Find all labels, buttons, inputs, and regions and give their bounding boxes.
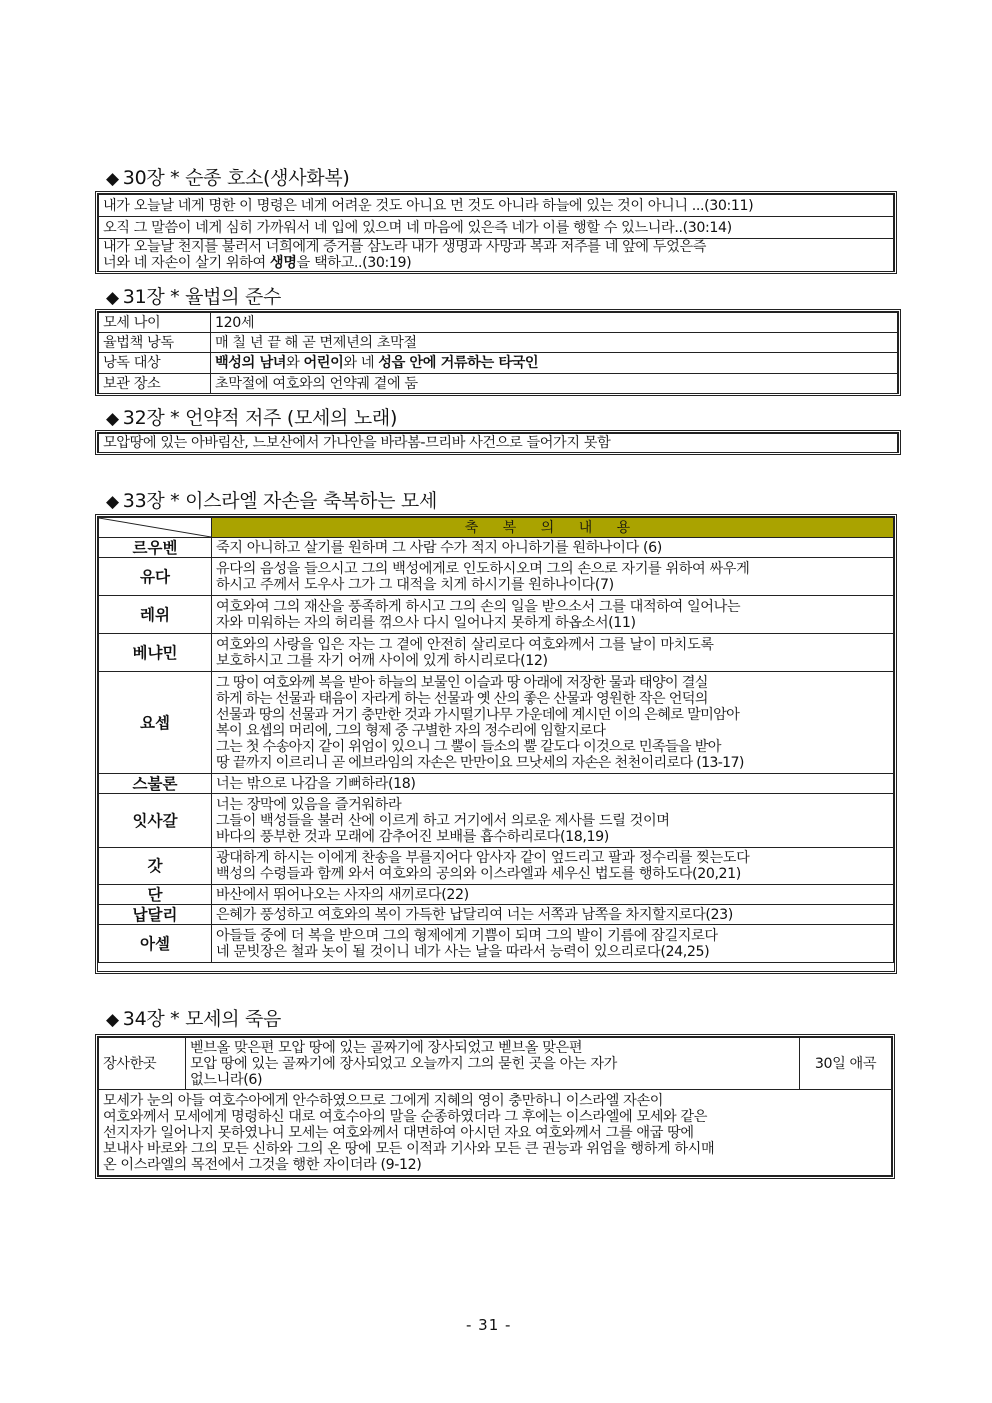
- diamond-bullet-icon: ◆: [106, 409, 119, 429]
- summary-line: 보내사 바로와 그의 모든 신하와 그의 온 땅에 모든 이적과 기사와 모든 큰 권능과 위엄을 행하게 하시매: [103, 1140, 715, 1157]
- summary-line: 모세가 눈의 아들 여호수아에게 안수하였으므로 그에게 지혜의 영이 충만하니 이스라엘 자손이: [103, 1092, 664, 1109]
- summary-line: 여호와께서 모세에게 명령하신 대로 여호수아의 말을 순종하였더라 그 후에는 이스라엘에 모세와 같은: [103, 1108, 708, 1125]
- tribe-name: 레위: [99, 596, 212, 634]
- blessing-line: 여호와의 사랑을 입은 자는 그 곁에 안전히 살리로다 여호와께서 그를 날이 마치도록: [216, 636, 714, 653]
- chapter-32-table: [95, 430, 901, 455]
- summary-line: 온 이스라엘의 목전에서 그것을 행한 자이더라 (9-12): [103, 1156, 422, 1173]
- chapter-32-heading: [106, 403, 397, 430]
- summary-line: 선지자가 일어나지 못하였나니 모세는 여호와께서 대면하여 아시던 자요 여호와께서 그를 애굽 땅에: [103, 1124, 694, 1141]
- label-law-reading: 율법책 낭독: [99, 333, 211, 353]
- blessing-line: 땅 끝까지 이르리니 곧 에브라임의 자손은 만만이요 므낫세의 자손은 천천이리로다 (13-17): [216, 754, 744, 771]
- blessing-line: 바다의 풍부한 것과 모래에 감추어진 보배를 흡수하리로다(18,19): [216, 828, 609, 845]
- blessing-line: 하시고 주께서 도우사 그가 그 대적을 치게 하시기를 원하나이다(7): [216, 576, 614, 593]
- blessing-line: 네 문빗장은 철과 놋이 될 것이니 네가 사는 날을 따라서 능력이 있으리로다(24,25): [216, 943, 710, 960]
- tribe-name: 납달리: [99, 905, 212, 925]
- burial-place-label: 장사한곳: [99, 1038, 186, 1090]
- blessing-line: 너는 밖으로 나감을 기뻐하라(18): [216, 775, 416, 792]
- tribe-blessing: [212, 558, 894, 596]
- tribe-blessing: [212, 672, 894, 774]
- blessing-line: 바산에서 뛰어나오는 사자의 새끼로다(22): [216, 886, 469, 903]
- blessing-line: 복이 요셉의 머리에, 그의 형제 중 구별한 자의 정수리에 임할지로다: [216, 722, 606, 739]
- chapter-34-heading: [106, 1004, 281, 1031]
- header-corner-cell: [99, 518, 212, 538]
- chapter-32-summary: 모압땅에 있는 아바림산, 느보산에서 가나안을 바라봄-므리바 사건으로 들어가지 못함: [99, 434, 898, 453]
- chapter-31-heading: [106, 282, 281, 309]
- chapter-31-title: 31장 * 율법의 준수: [122, 286, 282, 308]
- verse-30-19-text-b: 을 택하고..(30:19): [296, 255, 412, 271]
- blessing-content-header: 축 복 의 내 용: [212, 518, 894, 538]
- tribe-blessing: [212, 848, 894, 885]
- tribe-name: 베냐민: [99, 634, 212, 672]
- blessing-line: 하게 하는 선물과 태음이 자라게 하는 선물과 옛 산의 좋은 산물과 영원한 작은 언덕의: [216, 690, 708, 707]
- blessing-line: 광대하게 하시는 이에게 찬송을 부를지어다 암사자 같이 엎드리고 팔과 정수리를 찢는도다: [216, 850, 750, 866]
- mourning-period: 30일 애곡: [800, 1038, 892, 1090]
- audience-part-2: 어린이: [303, 355, 344, 371]
- audience-sep-2: 와 네: [343, 355, 379, 371]
- blessing-line: 여호와여 그의 재산을 풍족하게 하시고 그의 손의 일을 받으소서 그를 대적하여 일어나는: [216, 598, 741, 615]
- verse-30-19-line-2: [103, 255, 889, 271]
- tribe-blessing: [212, 596, 894, 634]
- diamond-bullet-icon: ◆: [106, 169, 119, 189]
- chapter-34-title: 34장 * 모세의 죽음: [122, 1008, 282, 1030]
- page-number: - 31 -: [466, 1316, 512, 1334]
- value-law-reading: 매 칠 년 끝 해 곧 면제년의 초막절: [211, 333, 898, 353]
- burial-line: 벧브올 맞은편 모압 땅에 있는 골짜기에 장사되었고 벧브올 맞은편: [190, 1039, 583, 1056]
- chapter-30-title: 30장 * 순종 호소(생사화복): [122, 167, 350, 189]
- tribe-name: 르우벤: [99, 538, 212, 558]
- tribe-blessing: [212, 634, 894, 672]
- tribe-name: 유다: [99, 558, 212, 596]
- value-reading-audience: [211, 353, 898, 374]
- verse-30-19-text-a: 너와 네 자손이 살기 위하여: [103, 255, 270, 271]
- blessing-line: 아들들 중에 더 복을 받으며 그의 형제에게 기쁨이 되며 그의 발이 기름에 잠길지로다: [216, 927, 718, 944]
- blessing-line: 그들이 백성들을 불러 산에 이르게 하고 거기에서 의로운 제사를 드릴 것이며: [216, 812, 670, 829]
- blessing-line: 너는 장막에 있음을 즐거워하라: [216, 796, 402, 813]
- audience-sep-1: 와: [286, 355, 304, 371]
- verse-30-11: 내가 오늘날 네게 명한 이 명령은 네게 어려운 것도 아니요 먼 것도 아니라 하늘에 있는 것이 아니니 ...(30:11): [99, 195, 894, 217]
- blessing-line: 죽지 아니하고 살기를 원하며 그 사람 수가 적지 아니하기를 원하나이다 (6): [216, 539, 662, 556]
- diamond-bullet-icon: ◆: [106, 288, 119, 308]
- blessing-line: 자와 미워하는 자의 허리를 꺾으사 다시 일어나지 못하게 하옵소서(11): [216, 614, 636, 631]
- tribe-name: 단: [99, 885, 212, 905]
- chapter-32-title: 32장 * 언약적 저주 (모세의 노래): [122, 407, 398, 429]
- audience-part-1: 백성의 남녀: [215, 355, 287, 371]
- label-reading-audience: 낭독 대상: [99, 353, 211, 374]
- diamond-bullet-icon: ◆: [106, 492, 119, 512]
- burial-place-text: [186, 1038, 800, 1090]
- chapter-30-heading: [106, 163, 350, 190]
- verse-30-14: 오직 그 말씀이 네게 심히 가까워서 네 입에 있으며 네 마음에 있은즉 네가 이를 행할 수 있느니라..(30:14): [99, 217, 894, 239]
- blessing-line: 은혜가 풍성하고 여호와의 복이 가득한 납달리여 너는 서쪽과 남쪽을 차지할지로다(23): [216, 906, 733, 923]
- label-storage-place: 보관 장소: [99, 374, 211, 394]
- burial-line: 모압 땅에 있는 골짜기에 장사되었고 오늘까지 그의 묻힌 곳을 아는 자가: [190, 1055, 617, 1072]
- chapter-30-table: [95, 191, 897, 274]
- blessing-line: 백성의 수령들과 함께 와서 여호와의 공의와 이스라엘과 세우신 법도를 행하도다(20,21): [216, 866, 741, 882]
- tribe-blessing: [212, 774, 894, 794]
- value-moses-age: 120세: [211, 313, 898, 333]
- chapter-33-table: [95, 514, 897, 974]
- verse-30-19-line-1: 내가 오늘날 천지를 불러서 너희에게 증거를 삼노라 내가 생명과 사망과 복과 저주를 네 앞에 두었은즉: [103, 239, 707, 255]
- blessing-line: 보호하시고 그를 자기 어깨 사이에 있게 하시리로다(12): [216, 652, 548, 669]
- tribe-name: 갓: [99, 848, 212, 885]
- audience-part-3: 성읍 안에 거류하는 타국인: [378, 355, 539, 371]
- chapter-34-table: [95, 1034, 895, 1179]
- chapter-34-summary: [99, 1090, 892, 1176]
- tribe-blessing: [212, 538, 894, 558]
- blessing-line: 유다의 음성을 들으시고 그의 백성에게로 인도하시오며 그의 손으로 자기를 위하여 싸우게: [216, 560, 750, 577]
- blessing-line: 그 땅이 여호와께 복을 받아 하늘의 보물인 이슬과 땅 아래에 저장한 물과 태양이 결실: [216, 674, 708, 691]
- diagonal-line-icon: [99, 518, 211, 537]
- chapter-33-title: 33장 * 이스라엘 자손을 축복하는 모세: [122, 490, 438, 512]
- value-storage-place: 초막절에 여호와의 언약궤 곁에 둠: [211, 374, 898, 394]
- chapter-31-table: [95, 309, 901, 396]
- label-moses-age: 모세 나이: [99, 313, 211, 333]
- tribe-name: 요셉: [99, 672, 212, 774]
- diamond-bullet-icon: ◆: [106, 1010, 119, 1030]
- tribe-name: 잇사갈: [99, 794, 212, 848]
- verse-30-19-emphasis: 생명: [269, 255, 297, 271]
- tribe-blessing: [212, 885, 894, 905]
- tribe-blessing: [212, 905, 894, 925]
- chapter-33-heading: [106, 486, 437, 513]
- tribe-blessing: [212, 794, 894, 848]
- tribe-blessing: [212, 925, 894, 963]
- tribe-name: 아셀: [99, 925, 212, 963]
- tribe-name: 스불론: [99, 774, 212, 794]
- blessing-line: 그는 첫 수송아지 같이 위엄이 있으니 그 뿔이 들소의 뿔 같도다 이것으로 민족들을 받아: [216, 738, 721, 755]
- burial-line: 없느니라(6): [190, 1071, 263, 1088]
- verse-30-19: [99, 239, 894, 272]
- blessing-line: 선물과 땅의 선물과 거기 충만한 것과 가시떨기나무 가운데에 계시던 이의 은혜로 말미암아: [216, 706, 740, 723]
